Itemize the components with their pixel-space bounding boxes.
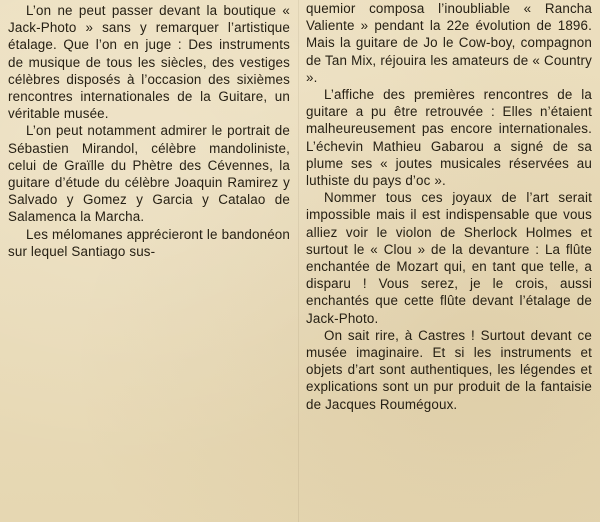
article-paragraph: Nommer tous ces joyaux de l’art serait impossible mais il est indispensable que vous alliez voir le violon de Sherlock Holmes et surtout le « Clou » de la devanture : La flûte enchantée de Mozart qui, en tant que telle, a disparu ! Vous serez, je le crois, aussi enchantés que cette flûte devant l’étalage de Jack-Photo. [306, 190, 592, 326]
column-gutter [298, 0, 299, 522]
article-left-column [8, 2, 290, 260]
article-paragraph: Les mélomanes apprécieront le bandonéon sur lequel Santiago sus- [8, 226, 290, 259]
article-paragraph: L’affiche des premières rencontres de la guitare a pu être retrouvée : Elles n’étaient malheureusement pas encore internationales. L’échevin Mathieu Gabarou a signé de sa plume ses « joutes musicales réservées au luthiste du pays d’oc ». [306, 87, 592, 189]
article-right-column [306, 0, 592, 413]
article-paragraph: On sait rire, à Castres ! Surtout devant ce musée imaginaire. Et si les instruments et objets d’art sont authentiques, les légendes et explications sont un pur produit de la fantaisie de Jacques Roumégoux. [306, 327, 592, 412]
article-paragraph: L’on peut notamment admirer le portrait de Sébastien Mirandol, célèbre mandoliniste, celui de Graïlle du Phètre des Cévennes, la guitare d’étude du célèbre Joaquin Ramirez y Salvado y Gomez y Garcia y Catalao de Salamenca la Marcha. [8, 123, 290, 225]
article-paragraph: quemior composa l’inoubliable « Rancha Valiente » pendant la 22e évolution de 1896. Mais la guitare de Jo le Cow-boy, compagnon de Tan Mix, réjouira les amateurs de « Country ». [306, 1, 592, 85]
article-paragraph: L’on ne peut passer devant la boutique « Jack-Photo » sans y remarquer l’artistique étalage. Que l’on en juge : Des instruments de musique de tous les siècles, des vestiges célèbres disposés à l’occasion des sixièmes rencontres internationales de la Guitare, un véritable musée. [8, 3, 290, 122]
